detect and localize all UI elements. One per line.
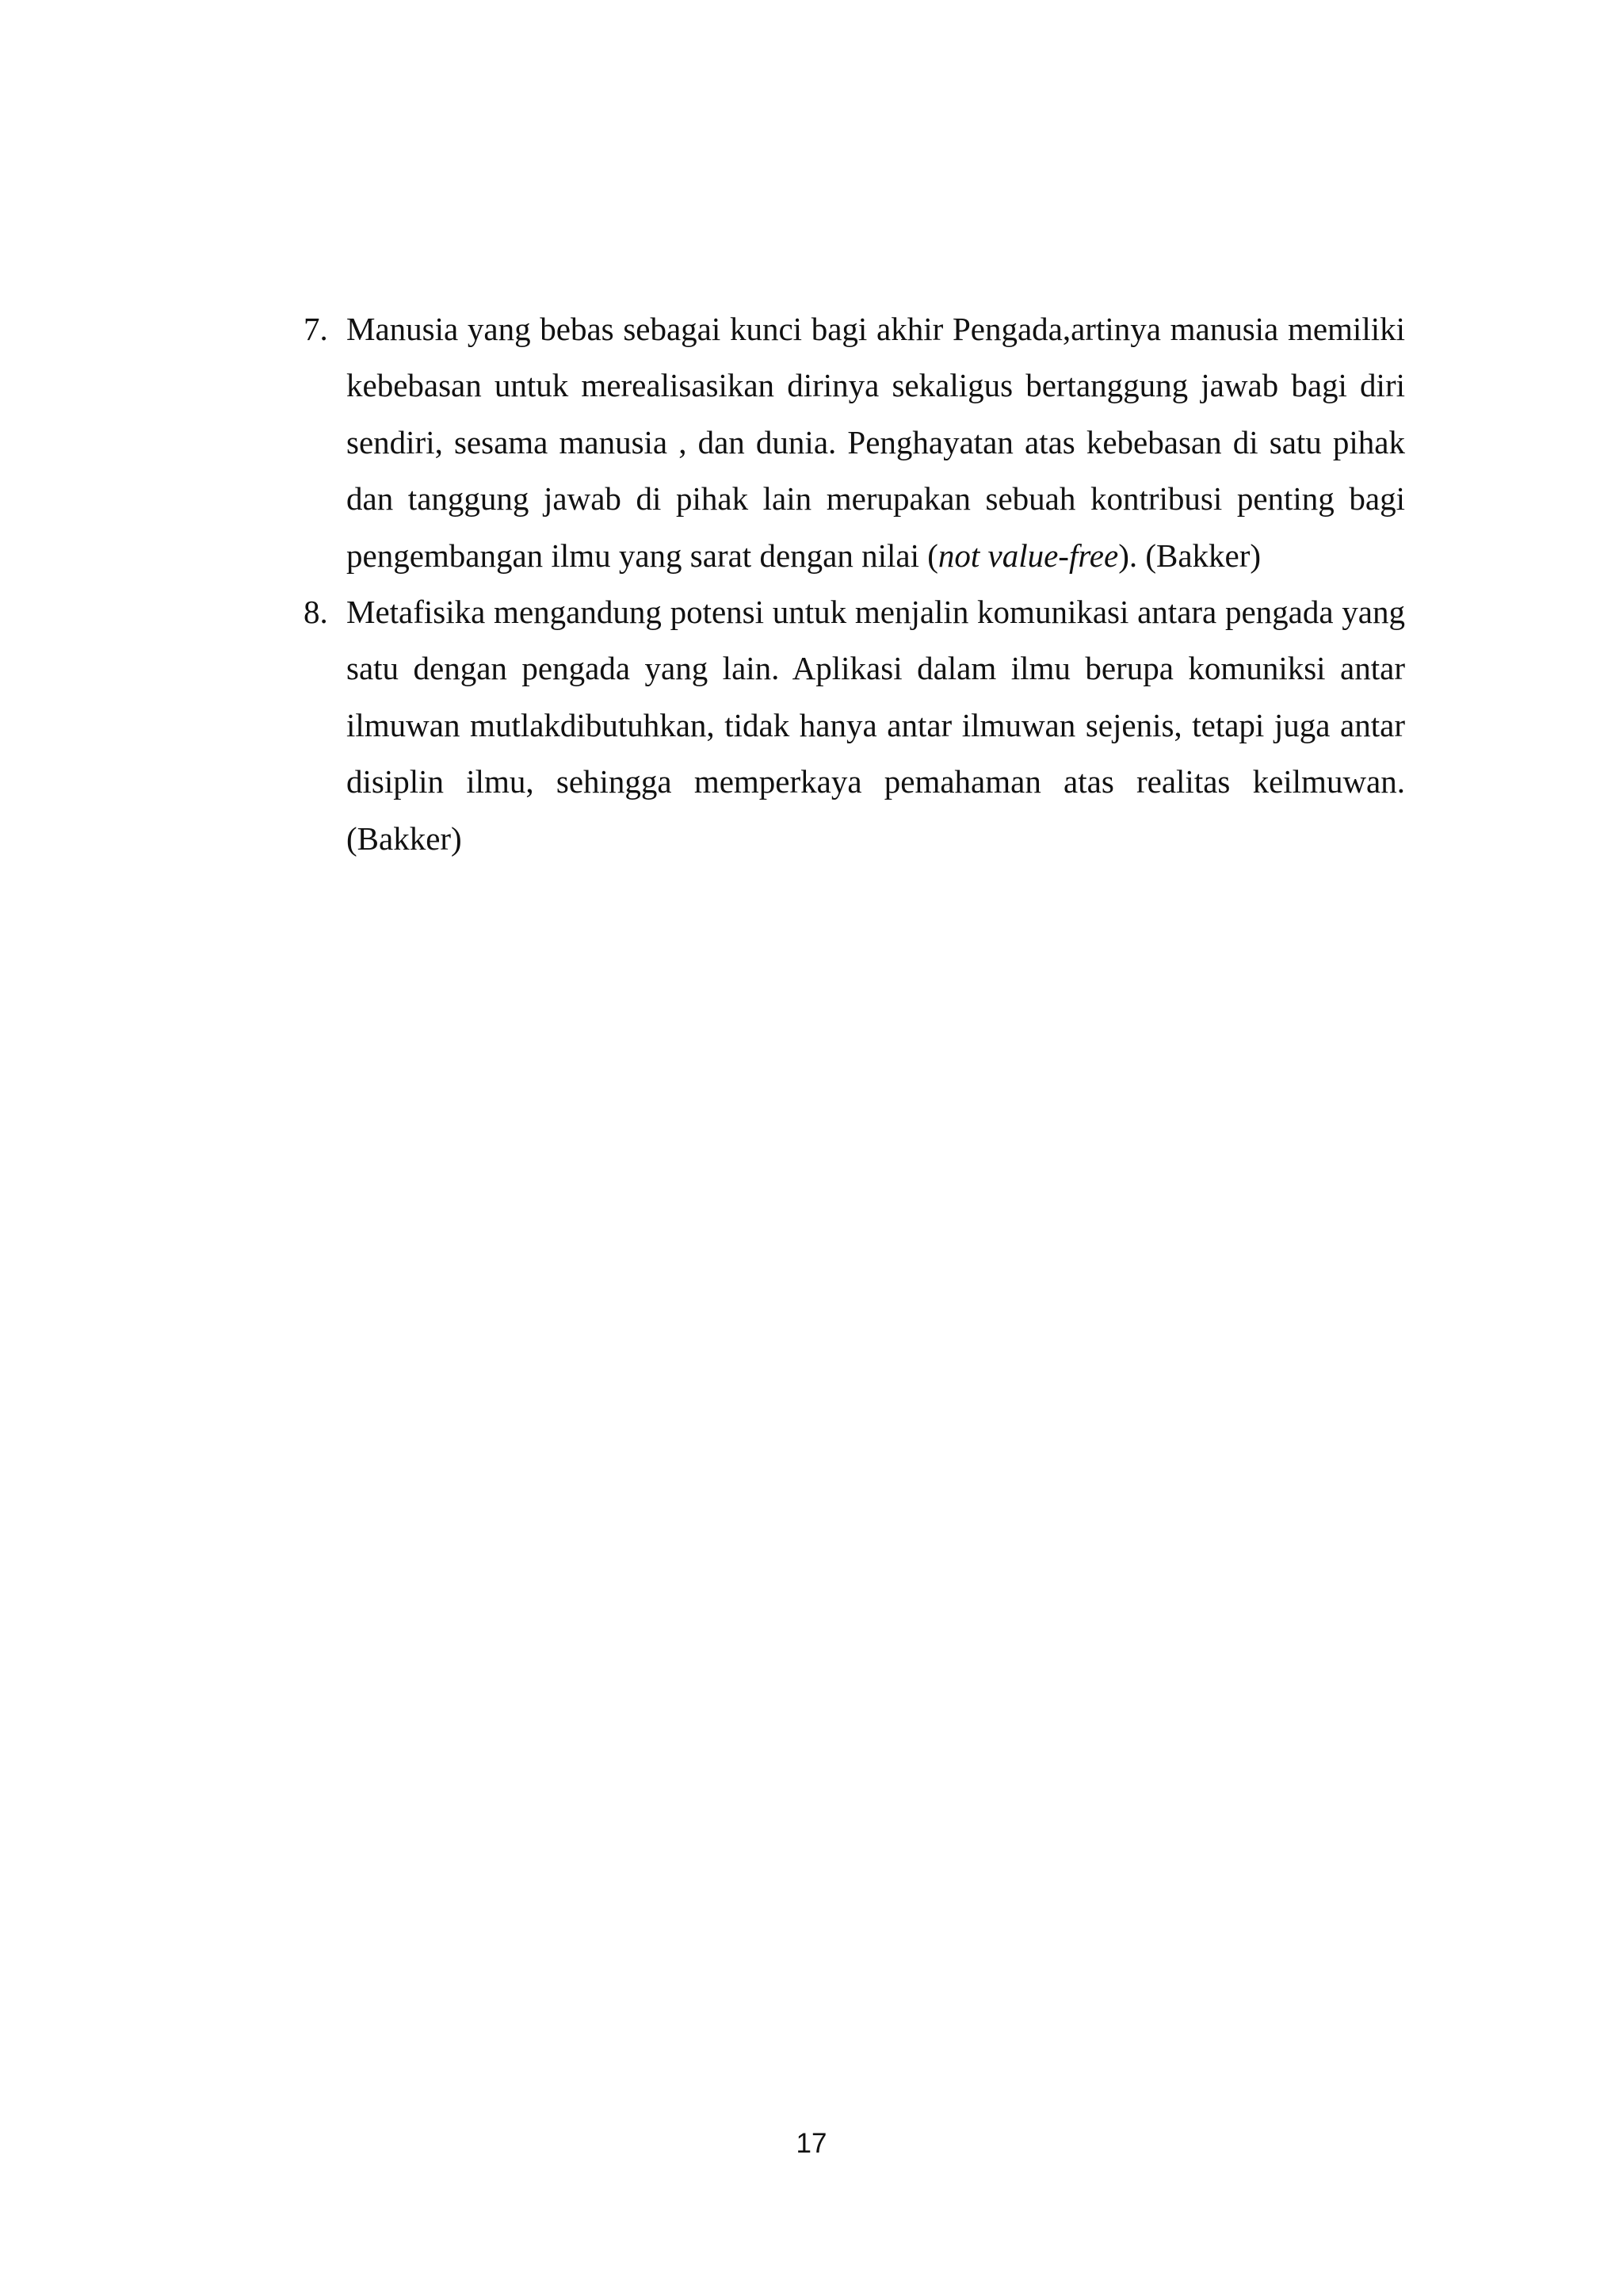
list-item-text-part: Manusia yang bebas sebagai kunci bagi akhir Pengada,artinya manusia memiliki kebebasan untuk merealisasikan dirinya sekaligus bertanggung jawab bagi diri sendiri, sesama manusia , dan dunia. Penghayatan atas kebebasan di satu pihak dan tanggung jawab di pihak lain merupakan sebuah kontribusi penting bagi pengembangan ilmu yang sarat dengan nilai ( (346, 311, 1405, 574)
list-item-number: 8. (304, 594, 328, 631)
numbered-list (304, 301, 1405, 867)
list-item-number: 7. (304, 311, 328, 347)
list-item-text: Metafisika mengandung potensi untuk menjalin komunikasi antara pengada yang satu dengan pengada yang lain. Aplikasi dalam ilmu berupa komuniksi antar ilmuwan mutlakdibutuhkan, tidak hanya antar ilmuwan sejenis, tetapi juga antar disiplin ilmu, sehingga memperkaya pemahaman atas realitas keilmuwan. (Bakker) (346, 594, 1405, 857)
list-item-7 (304, 301, 1405, 584)
list-item-8 (304, 584, 1405, 867)
list-item-text (346, 311, 1405, 574)
page-number: 17 (796, 2128, 827, 2159)
italic-term: not value-free (938, 537, 1119, 574)
list-item-text-part: ). (Bakker) (1118, 537, 1262, 574)
